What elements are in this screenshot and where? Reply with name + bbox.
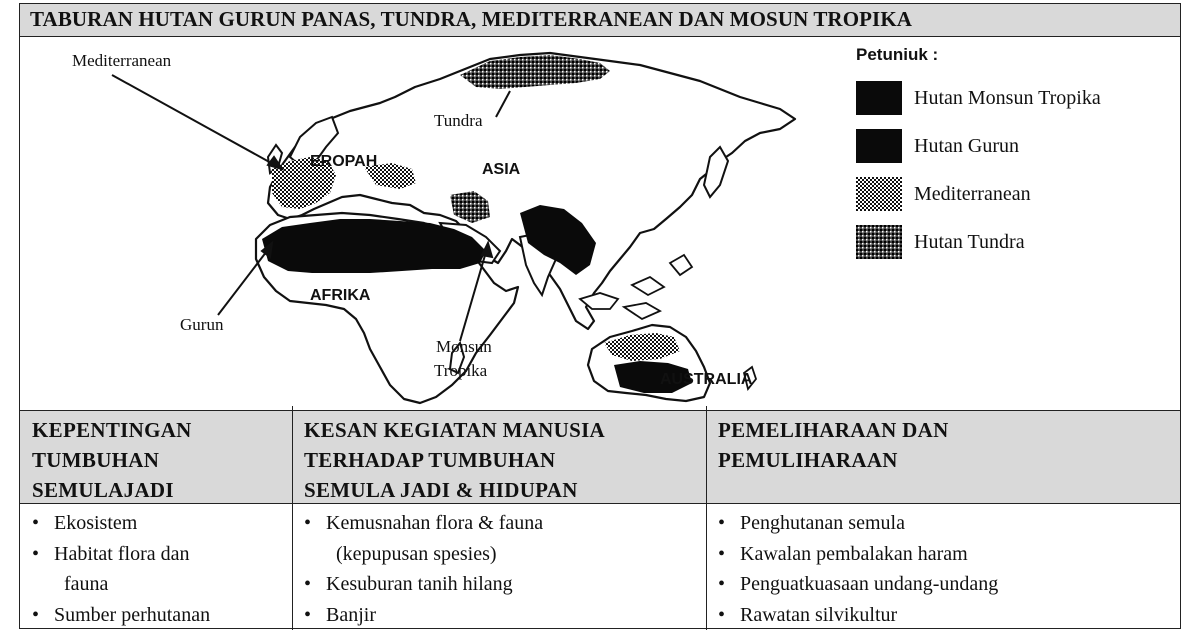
header-line: SEMULA JADI & HIDUPAN [304,478,578,502]
list-item [718,508,1168,539]
list-item-continuation: (kepupusan spesies) [336,542,497,565]
label-tropika: Tropika [434,361,488,380]
list-item-text: Penguatkuasaan undang-undang [740,573,999,595]
list-item-text: Ekosistem [54,512,138,534]
list-item [718,569,1168,600]
arrow-mediterranean [112,75,282,169]
list-item [718,539,1168,570]
document-frame [19,3,1181,629]
list-item-text: Penghutanan semula [740,512,905,534]
list-item [304,600,694,630]
list-item [304,508,694,569]
legend-swatch-solid [856,81,902,115]
label-eropah: EROPAH [310,153,378,170]
table-header-kesan [292,410,706,504]
table-header-pemeliharaan [706,410,1180,504]
column-kepentingan [20,504,292,629]
list-item-text: Kawalan pembalakan haram [740,542,968,565]
label-gurun: Gurun [180,315,224,334]
header-line: KEPENTINGAN [32,418,192,442]
label-monsun: Monsun [436,337,492,356]
list-item-text: Rawatan silvikultur [740,603,898,626]
list-item [32,508,280,539]
map-legend [856,45,1176,253]
list-item [32,539,280,600]
header-line: PEMULIHARAAN [718,448,898,472]
list-item [304,569,694,600]
list-item-text: Kemusnahan flora & fauna [326,512,544,534]
header-line: SEMULAJADI [32,478,174,502]
legend-swatch-checker-dark [856,225,902,259]
header-line: TUMBUHAN [32,448,160,472]
column-divider [706,406,707,630]
legend-label: Hutan Monsun Tropika [914,87,1101,109]
label-australia: AUSTRALIA [660,371,753,388]
legend-swatch-solid [856,129,902,163]
label-mediterranean: Mediterranean [72,51,172,70]
list-item-text: Sumber perhutanan [54,603,211,626]
list-item-text: Kesuburan tanih hilang [326,573,513,595]
list-item [718,600,1168,630]
legend-label: Hutan Gurun [914,135,1019,157]
list-item-text: Habitat flora dan [54,542,190,565]
list-item [32,600,280,630]
header-line: KESAN KEGIATAN MANUSIA [304,418,606,442]
list-item-continuation: fauna [64,573,109,595]
column-kesan [292,504,706,629]
legend-title: Petuniuk : [856,45,939,64]
arrow-gurun [218,247,270,315]
label-tundra: Tundra [434,111,483,130]
header-line: TERHADAP TUMBUHAN [304,448,556,472]
distribution-map [20,37,1180,411]
table-header-kepentingan [20,410,292,504]
column-pemeliharaan [706,504,1180,629]
legend-swatch-checker [856,177,902,211]
label-asia: ASIA [482,161,521,178]
column-divider [292,406,293,630]
legend-label: Mediterranean [914,183,1031,205]
header-line: PEMELIHARAAN DAN [718,418,949,442]
label-afrika: AFRIKA [310,287,371,304]
list-item-text: Banjir [326,603,376,626]
legend-label: Hutan Tundra [914,231,1025,253]
page-title: TABURAN HUTAN GURUN PANAS, TUNDRA, MEDITERRANEAN DAN MOSUN TROPIKA [20,4,1180,37]
